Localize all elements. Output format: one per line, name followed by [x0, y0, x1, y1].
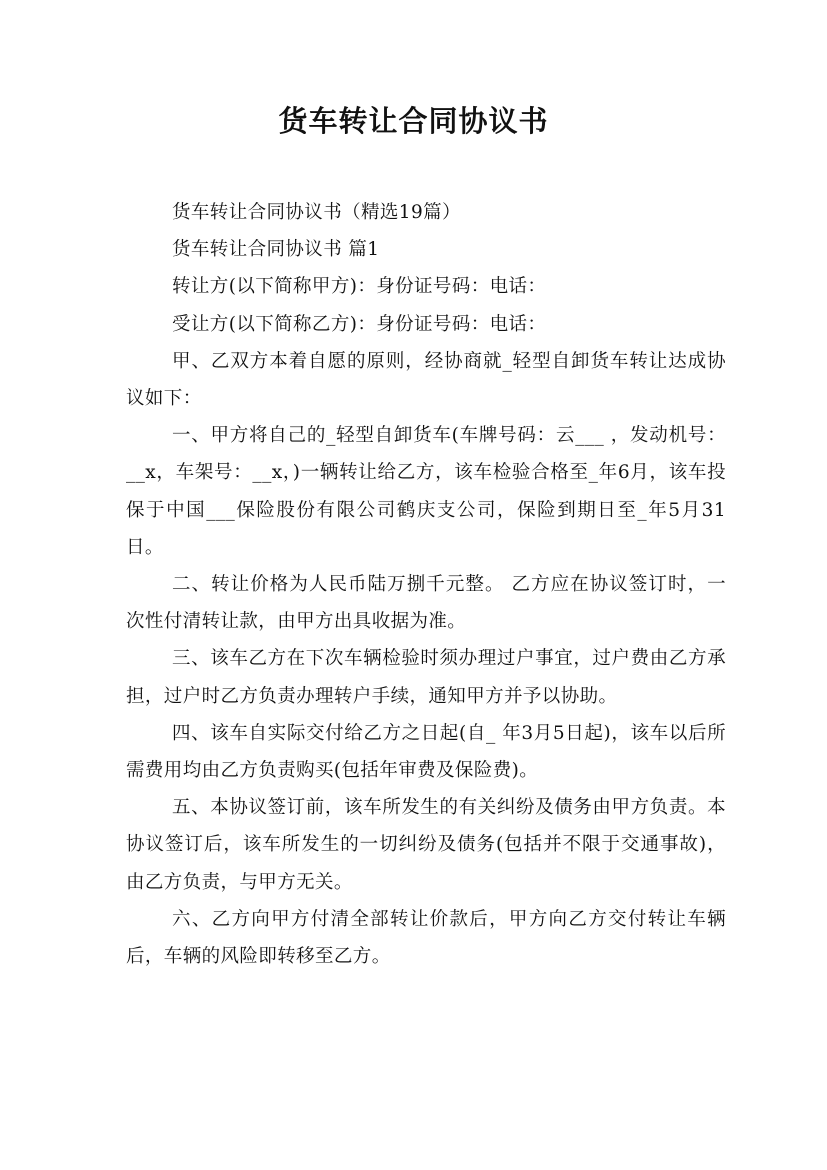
paragraph-transferor: 转让方(以下简称甲方)：身份证号码：电话：	[172, 276, 547, 298]
paragraph-preamble: 甲、乙双方本着自愿的原则，经协商就_轻型自卸货车转让达成协议如下：	[126, 350, 726, 410]
paragraph-clause-5: 五、本协议签订前，该车所发生的有关纠纷及债务由甲方负责。本协议签订后，该车所发生的一切纠纷及债务(包括并不限于交通事故)，由乙方负责，与甲方无关。	[126, 797, 726, 893]
document-title: 货车转让合同协议书	[278, 104, 549, 138]
paragraph-clause-2: 二、转让价格为人民币陆万捌千元整。 乙方应在协议签订时，一次性付清转让款，由甲方出具收据为准。	[126, 574, 726, 633]
paragraph-clause-4: 四、该车自实际交付给乙方之日起(自_ 年3月5日起)，该车以后所需费用均由乙方负责购买(包括年审费及保险费)。	[126, 722, 726, 782]
paragraph-transferee: 受让方(以下简称乙方)：身份证号码：电话：	[172, 313, 547, 335]
paragraph-section-heading: 货车转让合同协议书 篇1	[172, 239, 380, 261]
paragraph-clause-3: 三、该车乙方在下次车辆检验时须办理过户事宜，过户费由乙方承担，过户时乙方负责办理转户手续，通知甲方并予以协助。	[126, 648, 726, 707]
paragraph-clause-6: 六、乙方向甲方付清全部转让价款后，甲方向乙方交付转让车辆后，车辆的风险即转移至乙方。	[126, 908, 726, 968]
paragraph-clause-1: 一、甲方将自己的_轻型自卸货车(车牌号码：云___ ，发动机号：__x，车架号：__x，)一辆转让给乙方，该车检验合格至_年6月，该车投保于中国___保险股份有限公司鹤庆支公司，保险到期日至_年5月31日。	[126, 425, 726, 558]
paragraph-subtitle: 货车转让合同协议书（精选19篇）	[172, 202, 461, 223]
document-body	[126, 194, 726, 975]
